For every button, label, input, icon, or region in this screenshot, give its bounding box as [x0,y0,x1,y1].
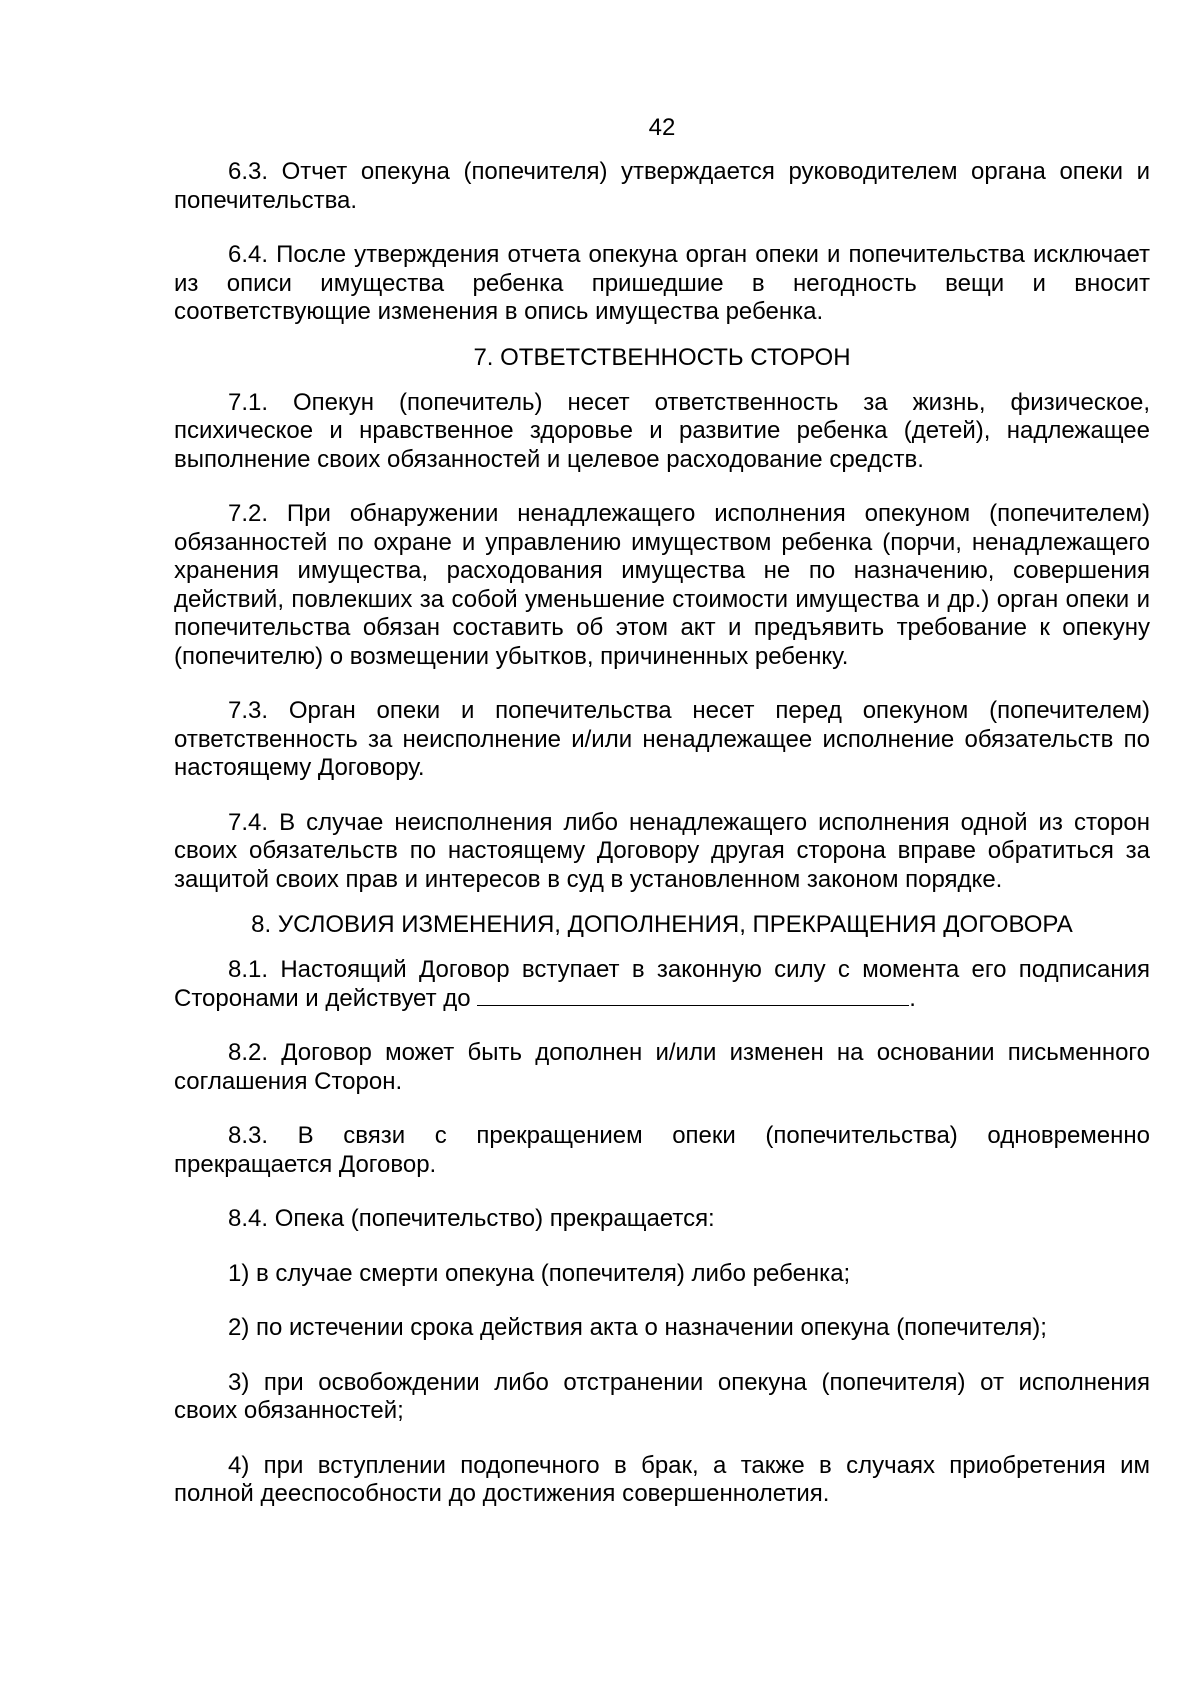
list-item-3: 3) при освобождении либо отстранении опекуна (попечителя) от исполнения своих обязанностей; [174,1368,1150,1424]
paragraph-8-1 [174,956,1150,1013]
date-blank-line [477,985,909,1006]
list-item-2: 2) по истечении срока действия акта о назначении опекуна (попечителя); [228,1314,1047,1341]
paragraph-6-3: 6.3. Отчет опекуна (попечителя) утверждается руководителем органа опеки и попечительства. [174,158,1150,214]
page-number: 42 [648,114,676,141]
section-7-heading: 7. ОТВЕТСТВЕННОСТЬ СТОРОН [473,343,851,371]
list-item-1: 1) в случае смерти опекуна (попечителя) либо ребенка; [228,1259,851,1287]
document-page [174,112,1150,1509]
paragraph-8-3: 8.3. В связи с прекращением опеки (попечительства) одновременно прекращается Договор. [174,1122,1150,1178]
paragraph-7-3: 7.3. Орган опеки и попечительства несет перед опекуном (попечителем) ответственность за неисполнение и/или ненадлежащее исполнение обязательств по настоящему Договору. [174,697,1150,781]
paragraph-7-2: 7.2. При обнаружении ненадлежащего исполнения опекуном (попечителем) обязанностей по охране и управлению имуществом ребенка (порчи, ненадлежащего хранения имущества, расходования имущества не по назначению, совершения действий, повлекших за собой уменьшение стоимости имущества и др.) орган опеки и попечительства обязан составить об этом акт и предъявить требование к опекуну (попечителю) о возмещении убытков, причиненных ребенку. [174,500,1150,670]
paragraph-7-1: 7.1. Опекун (попечитель) несет ответственность за жизнь, физическое, психическое и нравственное здоровье и развитие ребенка (детей), надлежащее выполнение своих обязанностей и целевое расходование средств. [174,388,1150,473]
paragraph-8-1-text: 8.1. Настоящий Договор вступает в законную силу с момента его подписания Сторонами и действует до [174,956,1150,1012]
section-8-heading: 8. УСЛОВИЯ ИЗМЕНЕНИЯ, ДОПОЛНЕНИЯ, ПРЕКРАЩЕНИЯ ДОГОВОРА [251,911,1073,938]
paragraph-6-4: 6.4. После утверждения отчета опекуна орган опеки и попечительства исключает из описи имущества ребенка пришедшие в негодность вещи и вносит соответствующие изменения в опись имущества ребенка. [174,241,1150,325]
paragraph-8-4: 8.4. Опека (попечительство) прекращается: [228,1205,715,1232]
paragraph-8-1-end: . [909,984,916,1012]
list-item-4: 4) при вступлении подопечного в брак, а также в случаях приобретения им полной дееспособности до достижения совершеннолетия. [174,1451,1150,1507]
paragraph-8-2: 8.2. Договор может быть дополнен и/или изменен на основании письменного соглашения Сторон. [174,1039,1150,1095]
paragraph-7-4: 7.4. В случае неисполнения либо ненадлежащего исполнения одной из сторон своих обязательств по настоящему Договору другая сторона вправе обратиться за защитой своих прав и интересов в суд в установленном законом порядке. [174,808,1150,893]
